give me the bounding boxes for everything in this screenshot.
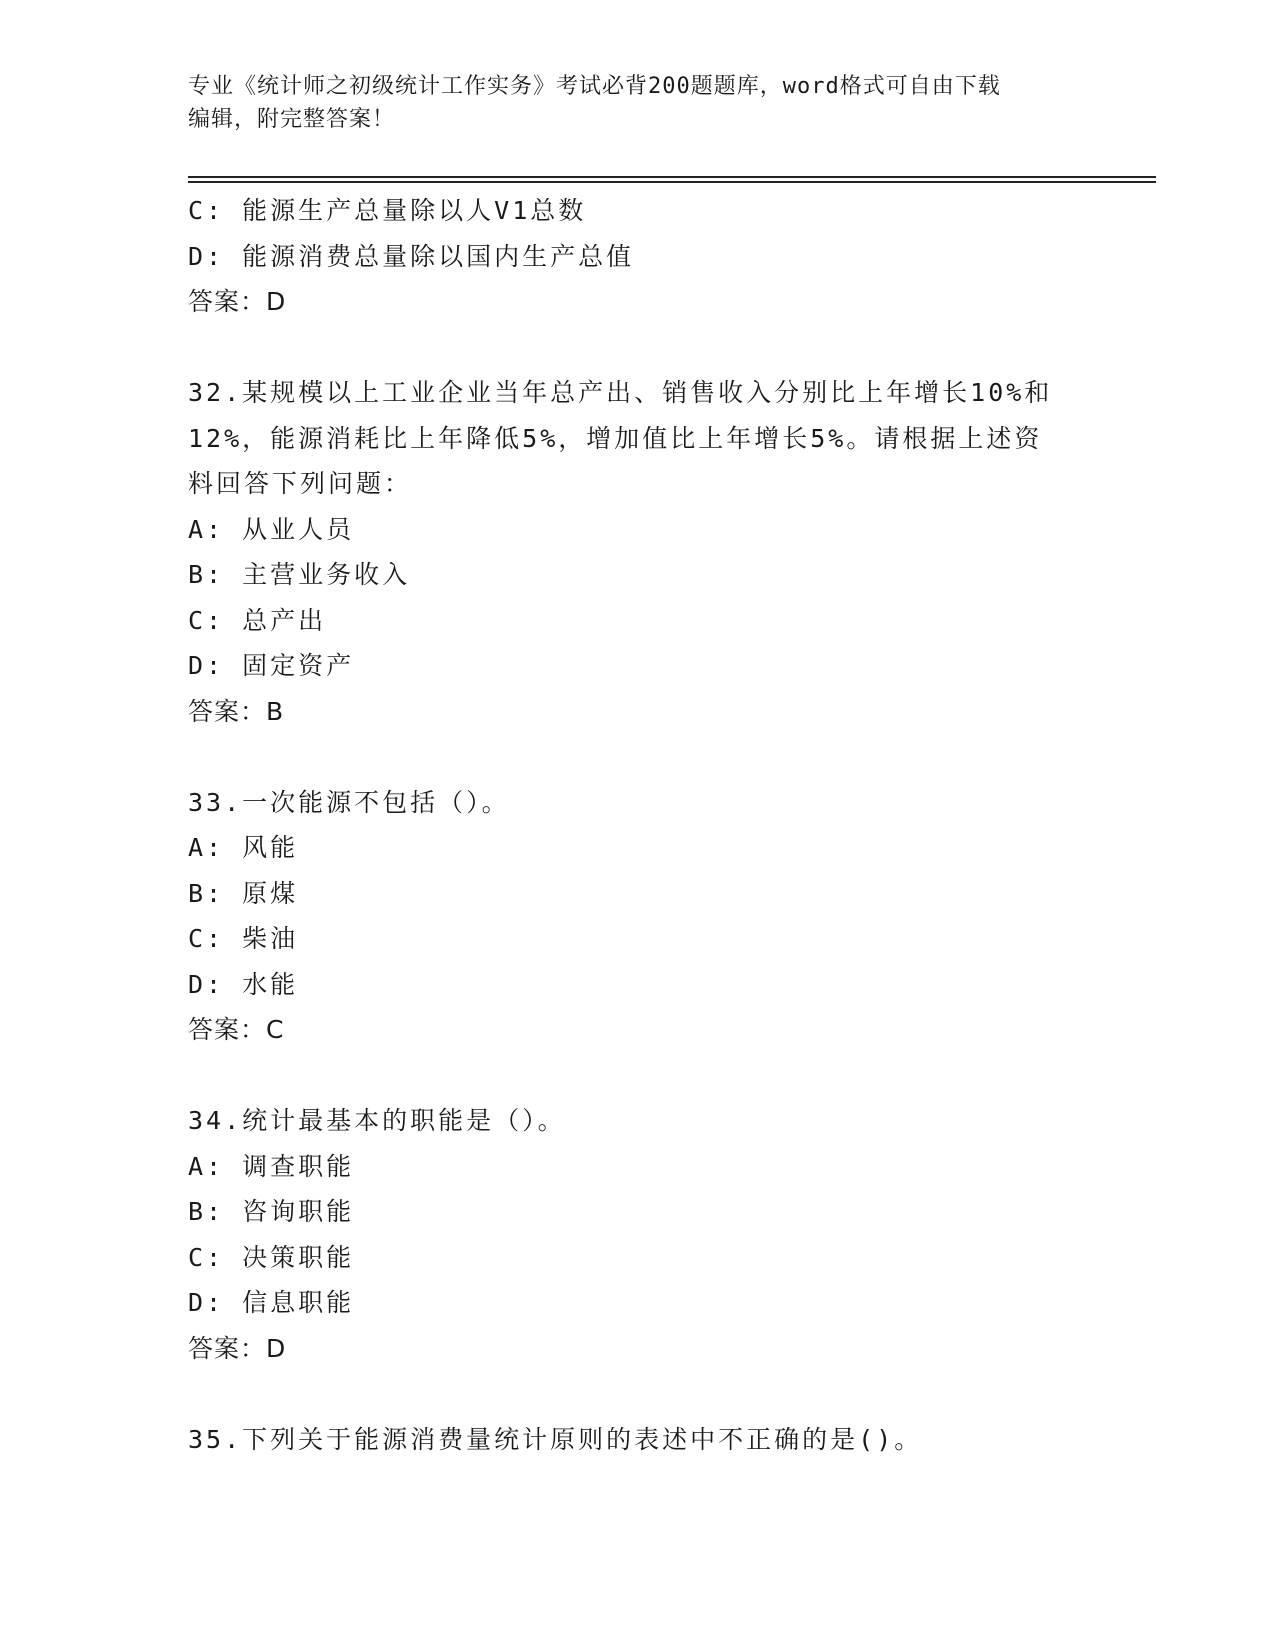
question-31-tail	[188, 188, 1088, 325]
question-stem-line: 12%，能源消耗比上年降低5%，增加值比上年增长5%。请根据上述资	[188, 423, 1043, 453]
answer-line: 答案：D	[188, 1333, 287, 1363]
option-a: A: 调查职能	[188, 1151, 355, 1181]
option-c: C: 柴油	[188, 924, 299, 953]
option-c: C: 总产出	[188, 605, 327, 635]
option-c: C: 决策职能	[188, 1242, 355, 1272]
header-line-2: 编辑，附完整答案！	[188, 107, 396, 132]
answer-line: 答案：B	[188, 696, 285, 726]
question-32	[188, 370, 1088, 734]
header-line-1: 专业《统计师之初级统计工作实务》考试必背200题题库，word格式可自由下载	[188, 74, 1001, 99]
question-33	[188, 780, 1088, 1053]
question-stem-line: 料回答下列问题：	[188, 469, 413, 498]
option-d: D: 能源消费总量除以国内生产总值	[188, 241, 635, 271]
document-header	[188, 70, 1088, 136]
option-c: C: 能源生产总量除以人V1总数	[188, 196, 587, 225]
answer-line: 答案：D	[188, 287, 287, 316]
option-a: A: 风能	[188, 833, 299, 862]
question-stem-line: 32.某规模以上工业企业当年总产出、销售收入分别比上年增长10%和	[188, 378, 1053, 407]
question-stem: 34.统计最基本的职能是（）。	[188, 1106, 566, 1135]
option-b: B: 原煤	[188, 878, 299, 908]
question-35	[188, 1417, 1088, 1463]
option-d: D: 水能	[188, 969, 299, 999]
option-d: D: 信息职能	[188, 1288, 355, 1317]
header-divider-bottom	[188, 181, 1156, 183]
question-list	[188, 188, 1088, 1462]
option-a: A: 从业人员	[188, 514, 355, 544]
header-divider-top	[188, 176, 1156, 178]
option-d: D: 固定资产	[188, 651, 355, 680]
question-stem: 35.下列关于能源消费量统计原则的表述中不正确的是()。	[188, 1424, 923, 1454]
question-stem: 33.一次能源不包括（）。	[188, 787, 510, 817]
answer-line: 答案：C	[188, 1015, 285, 1044]
option-b: B: 咨询职能	[188, 1197, 355, 1226]
option-b: B: 主营业务收入	[188, 560, 411, 589]
question-34	[188, 1098, 1088, 1371]
